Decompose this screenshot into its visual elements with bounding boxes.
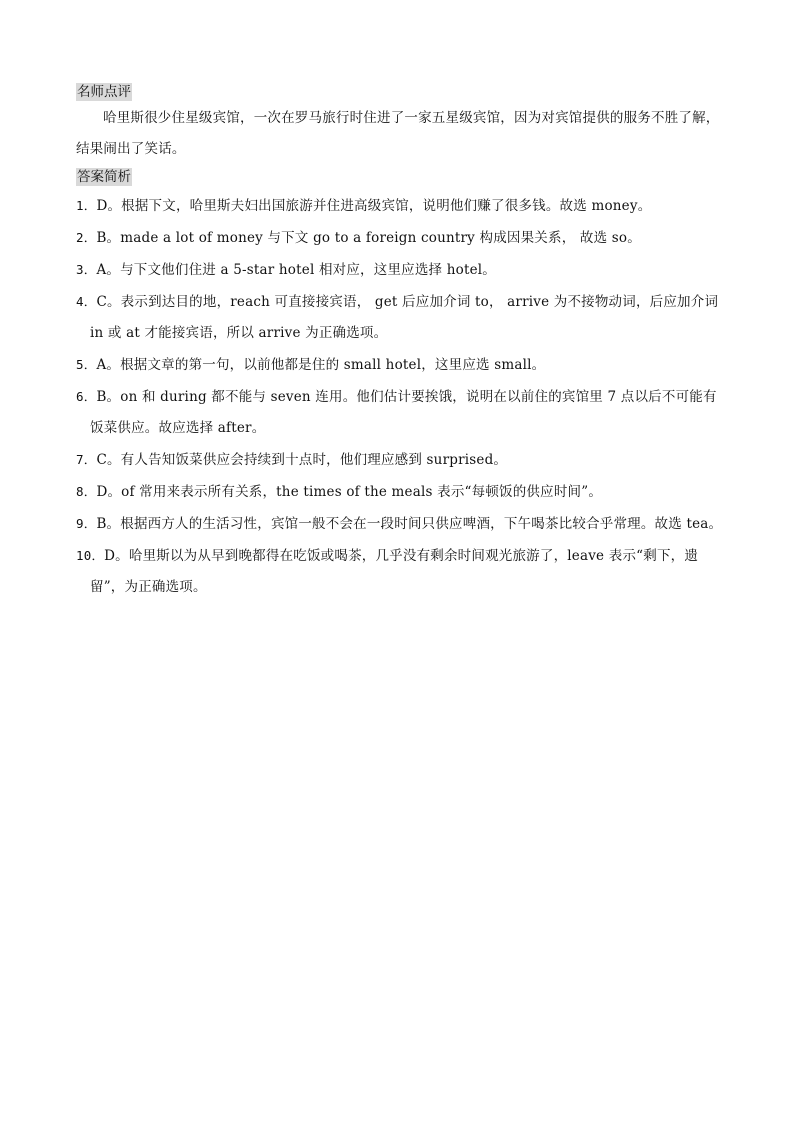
answer-item bbox=[76, 190, 726, 222]
answer-text: D。of 常用来表示所有关系，the times of the meals 表示“每顿饭的供应时间”。 bbox=[96, 484, 603, 500]
review-heading: 名师点评 bbox=[77, 84, 131, 100]
answer-number: 5． bbox=[76, 357, 97, 372]
answer-number: 3． bbox=[76, 262, 97, 277]
answer-number: 8． bbox=[76, 484, 97, 499]
answer-item bbox=[76, 349, 726, 381]
answer-text: B。made a lot of money 与下文 go to a foreign country 构成因果关系， 故选 so。 bbox=[96, 230, 641, 246]
answer-text: A。与下文他们住进 a 5-star hotel 相对应，这里应选择 hotel。 bbox=[96, 262, 497, 278]
answer-number: 6． bbox=[76, 389, 97, 404]
answer-item bbox=[76, 508, 726, 540]
document-content bbox=[76, 80, 726, 603]
answer-number: 10． bbox=[76, 548, 105, 563]
answer-item bbox=[76, 286, 726, 349]
answer-item bbox=[76, 254, 726, 286]
answer-number: 4． bbox=[76, 294, 97, 309]
answer-text: A。根据文章的第一句，以前他都是住的 small hotel，这里应选 small。 bbox=[96, 357, 546, 373]
answer-list bbox=[76, 190, 726, 603]
answer-text: D。哈里斯以为从早到晚都得在吃饭或喝茶，几乎没有剩余时间观光旅游了，leave 表示“剩下，遗留”，为正确选项。 bbox=[90, 548, 699, 595]
answer-number: 2． bbox=[76, 230, 97, 245]
answer-number: 7． bbox=[76, 452, 97, 467]
answer-item bbox=[76, 540, 726, 603]
answer-text: B。on 和 during 都不能与 seven 连用。他们估计要挨饿，说明在以前住的宾馆里 7 点以后不可能有饭菜供应。故应选择 after。 bbox=[90, 389, 717, 436]
answer-item bbox=[76, 381, 726, 444]
answer-text: C。有人告知饭菜供应会持续到十点时，他们理应感到 surprised。 bbox=[96, 452, 508, 468]
review-paragraph: 哈里斯很少住星级宾馆，一次在罗马旅行时住进了一家五星级宾馆，因为对宾馆提供的服务不胜了解，结果闹出了笑话。 bbox=[76, 110, 720, 157]
answer-number: 1． bbox=[76, 198, 97, 213]
answer-item bbox=[76, 444, 726, 476]
analysis-heading: 答案简析 bbox=[77, 169, 131, 185]
answer-item bbox=[76, 476, 726, 508]
answer-text: D。根据下文，哈里斯夫妇出国旅游并住进高级宾馆，说明他们赚了很多钱。故选 money。 bbox=[96, 198, 652, 214]
answer-item bbox=[76, 222, 726, 254]
answer-text: B。根据西方人的生活习性，宾馆一般不会在一段时间只供应啤酒，下午喝茶比较合乎常理。故选 tea。 bbox=[96, 516, 723, 532]
answer-number: 9． bbox=[76, 516, 97, 531]
answer-text: C。表示到达目的地，reach 可直接接宾语， get 后应加介词 to， arrive 为不接物动词，后应加介词 in 或 at 才能接宾语，所以 arrive 为正确选项。 bbox=[90, 294, 719, 341]
